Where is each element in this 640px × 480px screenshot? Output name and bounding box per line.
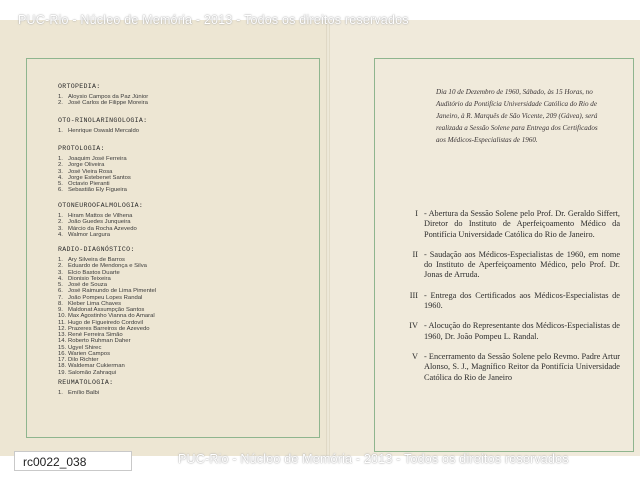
section-title: PROTOLOGIA: [58, 145, 105, 152]
list-item: 8. Kleber Lima Chaves [58, 300, 122, 307]
program-item [398, 209, 620, 240]
program-list [398, 209, 620, 393]
program-numeral: V [412, 351, 418, 361]
list-item: 2. Eduardo de Mendonça e Silva [58, 263, 147, 270]
entry-list [58, 156, 131, 194]
list-item: 3. José Vieira Rosa [58, 168, 113, 175]
list-item: 2. Jorge Oliveira [58, 162, 105, 169]
section-title: OTONEUROOFALMOLOGIA: [58, 202, 144, 209]
program-text: - Saudação aos Médicos-Especialistas de 1960, em nome do Instituto de Aperfeiçoamento Médico, pelo Prof. Dr. Jonas de Arruda. [424, 249, 620, 280]
program-text: - Entrega dos Certificados aos Médicos-Especialistas de 1960. [424, 290, 620, 311]
entry-list [58, 257, 156, 376]
list-item: 16. Warien Campos [58, 350, 111, 357]
section-reumatologia [58, 379, 113, 396]
list-item: 1. Ary Silveira de Barros [58, 257, 125, 263]
list-item: 2. José Carlos de Filippe Moreira [58, 100, 148, 107]
program-text: - Abertura da Sessão Solene pelo Prof. Dr. Geraldo Siffert, Diretor do Instituto de Aperfeiçoamento Médico da Pontifícia Universidade Católica do Rio de Janeiro. [424, 209, 620, 239]
section-title: RADIO-DIAGNÓSTICO: [58, 246, 135, 253]
entry-list [58, 128, 147, 134]
list-item: 1. Emílio Balbi [58, 390, 100, 396]
entry-list [58, 390, 113, 396]
invitation-text [436, 86, 604, 146]
program-text: - Encerramento da Sessão Solene pelo Revmo. Padre Artur Alonso, S. J., Magnífico Reitor da Pontifícia Universidade Católica do Rio de Janeiro [424, 351, 620, 382]
section-otoneurooftalmologia [58, 202, 143, 238]
section-title: ORTOPEDIA: [58, 83, 101, 90]
page-fold [326, 20, 330, 456]
program-item [398, 352, 620, 383]
list-item: 1. Joaquim José Ferreira [58, 156, 127, 162]
list-item: 18. Waldemar Cukierman [58, 363, 125, 370]
list-item: 6. José Raimundo de Lima Pimentel [58, 288, 157, 295]
list-item: 1. Hiram Mattos de Vilhena [58, 213, 133, 219]
list-item: 4. Dionisio Teixeira [58, 275, 111, 282]
list-item: 4. Walmor Largura [58, 231, 111, 238]
program-item [398, 321, 620, 342]
program-item [398, 291, 620, 312]
list-item: 1. Henrique Oswald Mercaldo [58, 128, 140, 134]
list-item: 7. João Pompeu Lopes Randal [58, 294, 143, 301]
list-item: 10. Max Agostinho Vianna do Amaral [58, 313, 155, 320]
program-text: - Alocução do Representante dos Médicos-Especialistas de 1960, Dr. João Pompeu L. Randal. [424, 321, 620, 341]
list-item: 17. Dilo Richter [58, 357, 99, 363]
list-item: 9. Maldonat Assumpção Santos [58, 307, 145, 313]
program-numeral: III [409, 290, 418, 300]
list-item: 1. Aloysio Campos da Paz Júnior [58, 94, 149, 100]
watermark-bottom: PUC-Rio - Núcleo de Memória - 2013 - Todos os direitos reservados [178, 452, 569, 466]
list-item: 4. Jorge Estebenet Santos [58, 174, 131, 181]
watermark-top: PUC-Rio - Núcleo de Memória - 2013 - Todos os direitos reservados [18, 13, 409, 27]
reference-code-label: rc0022_038 [14, 451, 132, 471]
entry-list [58, 213, 143, 238]
section-protologia [58, 145, 131, 194]
entry-list [58, 94, 148, 107]
list-item: 5. Octavio Pieranti [58, 181, 110, 187]
list-item: 3. Márcio da Rocha Azevedo [58, 225, 137, 232]
section-ortopedia [58, 83, 148, 107]
list-item: 13. René Ferreira Simão [58, 332, 123, 338]
program-numeral: IV [409, 321, 418, 331]
program-item [398, 250, 620, 281]
list-item: 12. Prazeres Barreiros de Azevedo [58, 325, 150, 332]
list-item: 2. João Guedes Junqueira [58, 219, 131, 226]
list-item: 3. Elcio Bastos Duarte [58, 269, 120, 276]
list-item: 11. Hugo de Figueiredo Cordovil [58, 319, 143, 326]
section-oto-rinolaringologia [58, 117, 147, 134]
program-numeral: II [412, 249, 418, 259]
program-numeral: I [415, 209, 418, 218]
list-item: 15. Ugyel Shirec [58, 344, 102, 351]
list-item: 6. Sebastião Ely Figueira [58, 187, 127, 194]
list-item: 19. Salomão Zahraqui [58, 369, 117, 376]
list-item: 5. José de Souza [58, 282, 107, 288]
section-title: OTO-RINOLARINGOLOGIA: [58, 117, 148, 124]
list-item: 14. Roberto Ruhman Daher [58, 338, 131, 345]
invitation-paragraph: Dia 10 de Dezembro de 1960, Sábado, às 15 Horas, no Auditório da Pontifícia Universidade Católica do Rio de Janeiro, à R. Marquês de São Vicente, 209 (Gávea), será realizada a Sessão Solene para Entrega dos Certificados aos Médicos-Especialistas de 1960. [436, 88, 598, 144]
section-title: REUMATOLOGIA: [58, 379, 114, 386]
section-radio-diagnostico [58, 246, 156, 376]
